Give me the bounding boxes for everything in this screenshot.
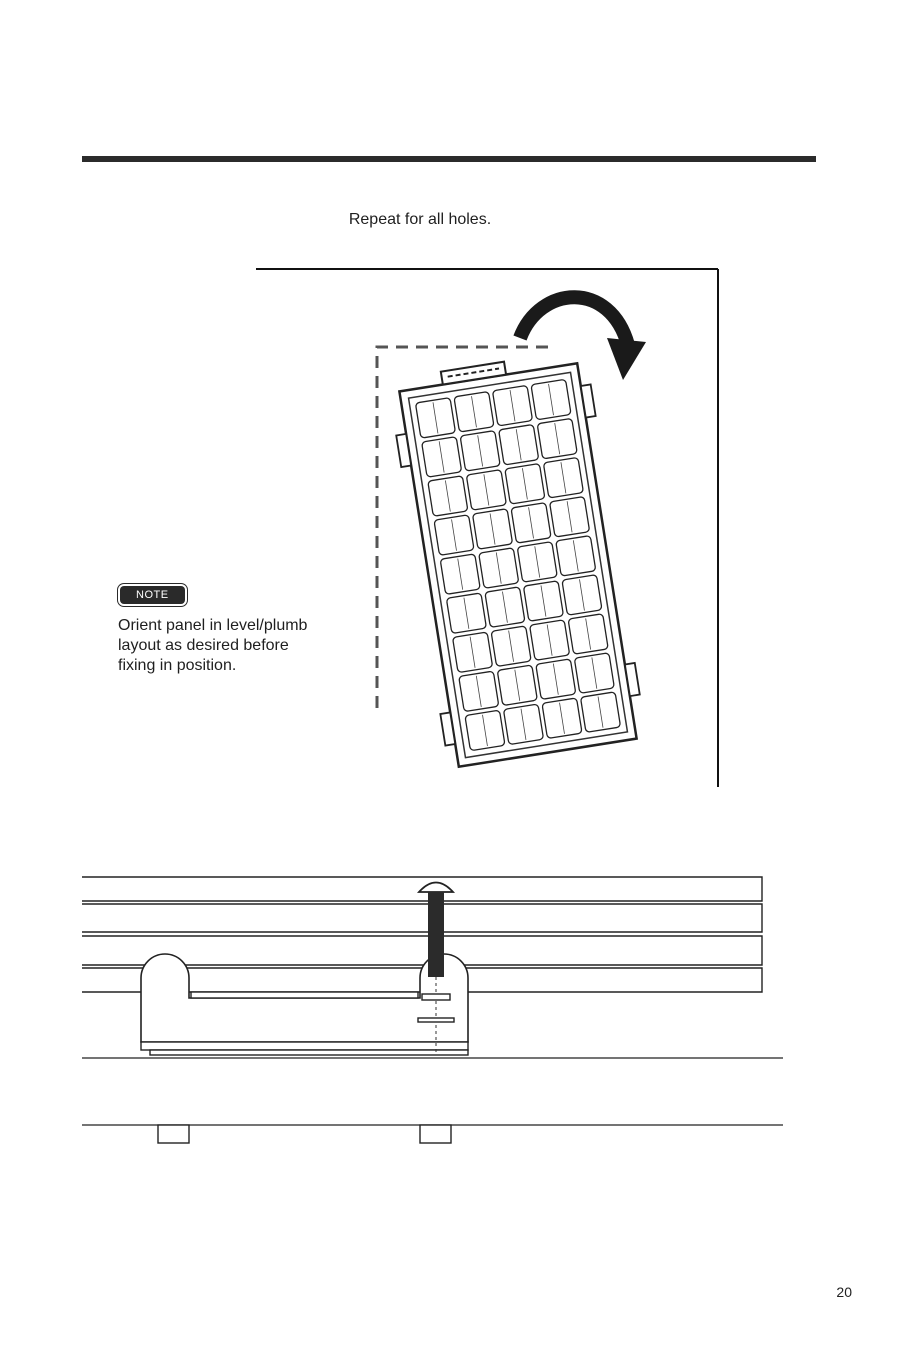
note-line: Orient panel in level/plumb — [118, 617, 308, 634]
page-number: 20 — [836, 1284, 852, 1300]
note-callout — [118, 585, 348, 676]
note-line: fixing in position. — [118, 657, 237, 674]
note-text — [118, 616, 348, 676]
solar-panel-drawing — [387, 349, 646, 768]
instruction-text: Repeat for all holes. — [348, 211, 492, 228]
note-line: layout as desired before — [118, 637, 289, 654]
rotation-arrow-icon — [520, 297, 646, 380]
note-badge: NOTE — [120, 586, 185, 604]
